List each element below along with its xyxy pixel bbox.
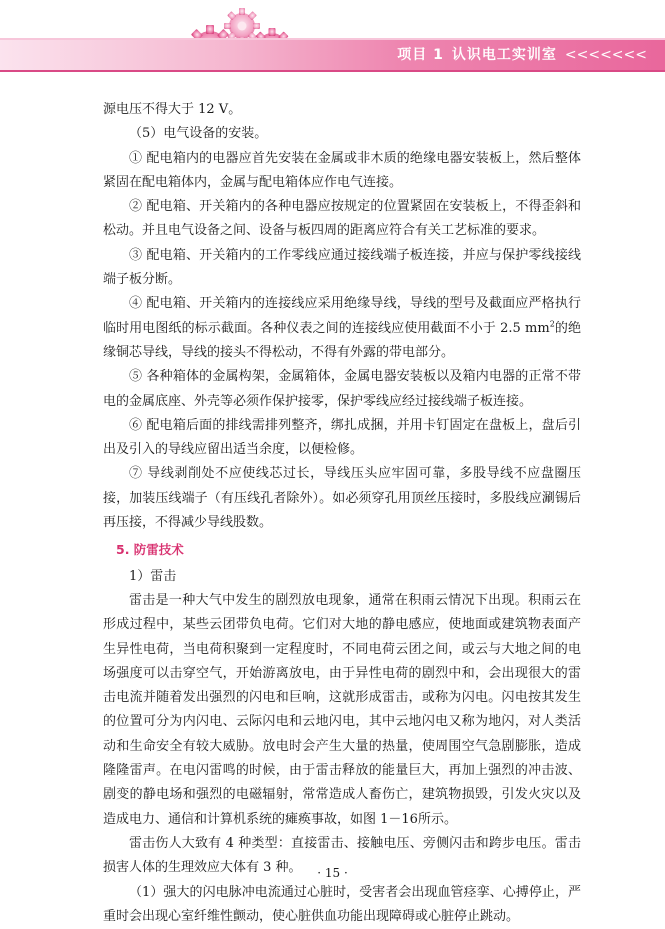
project-title: 认识电工实训室 (451, 47, 557, 63)
list-item-text: 的绝缘铜芯导线，导线的接头不得松动，不得有外露的带电部分。 (103, 320, 581, 360)
list-item (103, 292, 581, 365)
paragraph: 雷击是一种大气中发生的剧烈放电现象，通常在积雨云情况下出现。积雨云在形成过程中，某些云团带负电荷。它们对大地的静电感应，使地面或建筑物表面产生异性电荷，当电荷积聚到一定程度时，不同电荷云团之间，或云与大地之间的电场强度可以击穿空气，开始游离放电，由于异性电荷的剧烈中和，会出现很大的雷击电流并随着发出强烈的闪电和巨响，这就形成雷击，或称为闪电。闪电按其发生的位置可分为内闪电、云际闪电和云地闪电，其中云地闪电又称为地闪，对人类活动和生命安全有较大威胁。放电时会产生大量的热量，使周围空气急剧膨胀，造成隆隆雷声。在电闪雷鸣的时候，由于雷击释放的能量巨大，再加上强烈的冲击波、剧变的静电场和强烈的电磁辐射，常常造成人畜伤亡，建筑物损毁，引发火灾以及造成电力、通信和计算机系统的瘫痪事故，如图 1－16所示。 (103, 592, 581, 827)
section-item: （5）电气设备的安装。 (129, 126, 268, 142)
list-item: ① 配电箱内的电器应首先安装在金属或非木质的绝缘电器安装板上，然后整体紧固在配电箱体内，金属与配电箱体应作电气连接。 (103, 150, 581, 190)
chevron-left-icon: <<<<<<< (564, 47, 647, 63)
page-body (103, 98, 581, 929)
list-item-text: ④ 配电箱、开关箱内的连接线应采用绝缘导线，导线的型号及截面应严格执行临时用电图纸的标示截面。各种仪表之间的连接线应使用截面不小于 2.5 mm (103, 296, 581, 336)
chapter-title (397, 44, 647, 66)
superscript: 2 (549, 319, 555, 329)
section-heading: 5. 防雷技术 (116, 542, 184, 558)
paragraph: （1）强大的闪电脉冲电流通过心脏时，受害者会出现血管痉挛、心搏停止，严重时会出现心室纤维性颤动，使心脏供血功能出现障碍或心脏停止跳动。 (103, 884, 581, 924)
list-item: ② 配电箱、开关箱内的各种电器应按规定的位置紧固在安装板上，不得歪斜和松动。并且电气设备之间、设备与板四周的距离应符合有关工艺标准的要求。 (103, 199, 581, 239)
list-item: ③ 配电箱、开关箱内的工作零线应通过接线端子板连接，并应与保护零线接线端子板分断。 (103, 247, 581, 288)
list-item: ⑥ 配电箱后面的排线需排列整齐，绑扎成捆，并用卡钉固定在盘板上，盘后引出及引入的导线应留出适当余度，以便检修。 (103, 417, 581, 458)
header-band-bottom-line (0, 70, 665, 72)
subsection-title: 1）雷击 (129, 568, 177, 584)
page-number: · 15 · (317, 866, 348, 880)
project-label: 项目 1 (397, 47, 444, 63)
page-header (0, 0, 665, 82)
paragraph: 源电压不得大于 12 V。 (103, 102, 242, 117)
list-item: ⑦ 导线剥削处不应使线芯过长，导线压头应牢固可靠，多股导线不应盘圈压接，加装压线端子（有压线孔者除外）。如必须穿孔用顶丝压接时，多股线应涮锡后再压接，不得减少导线股数。 (103, 466, 581, 531)
list-item: ⑤ 各种箱体的金属构架，金属箱体，金属电器安装板以及箱内电器的正常不带电的金属底座、外壳等必须作保护接零，保护零线应经过接线端子板连接。 (103, 369, 581, 409)
paragraph: 雷击伤人大致有 4 种类型：直接雷击、接触电压、旁侧闪击和跨步电压。雷击损害人体的生理效应大体有 3 种。 (103, 835, 581, 876)
